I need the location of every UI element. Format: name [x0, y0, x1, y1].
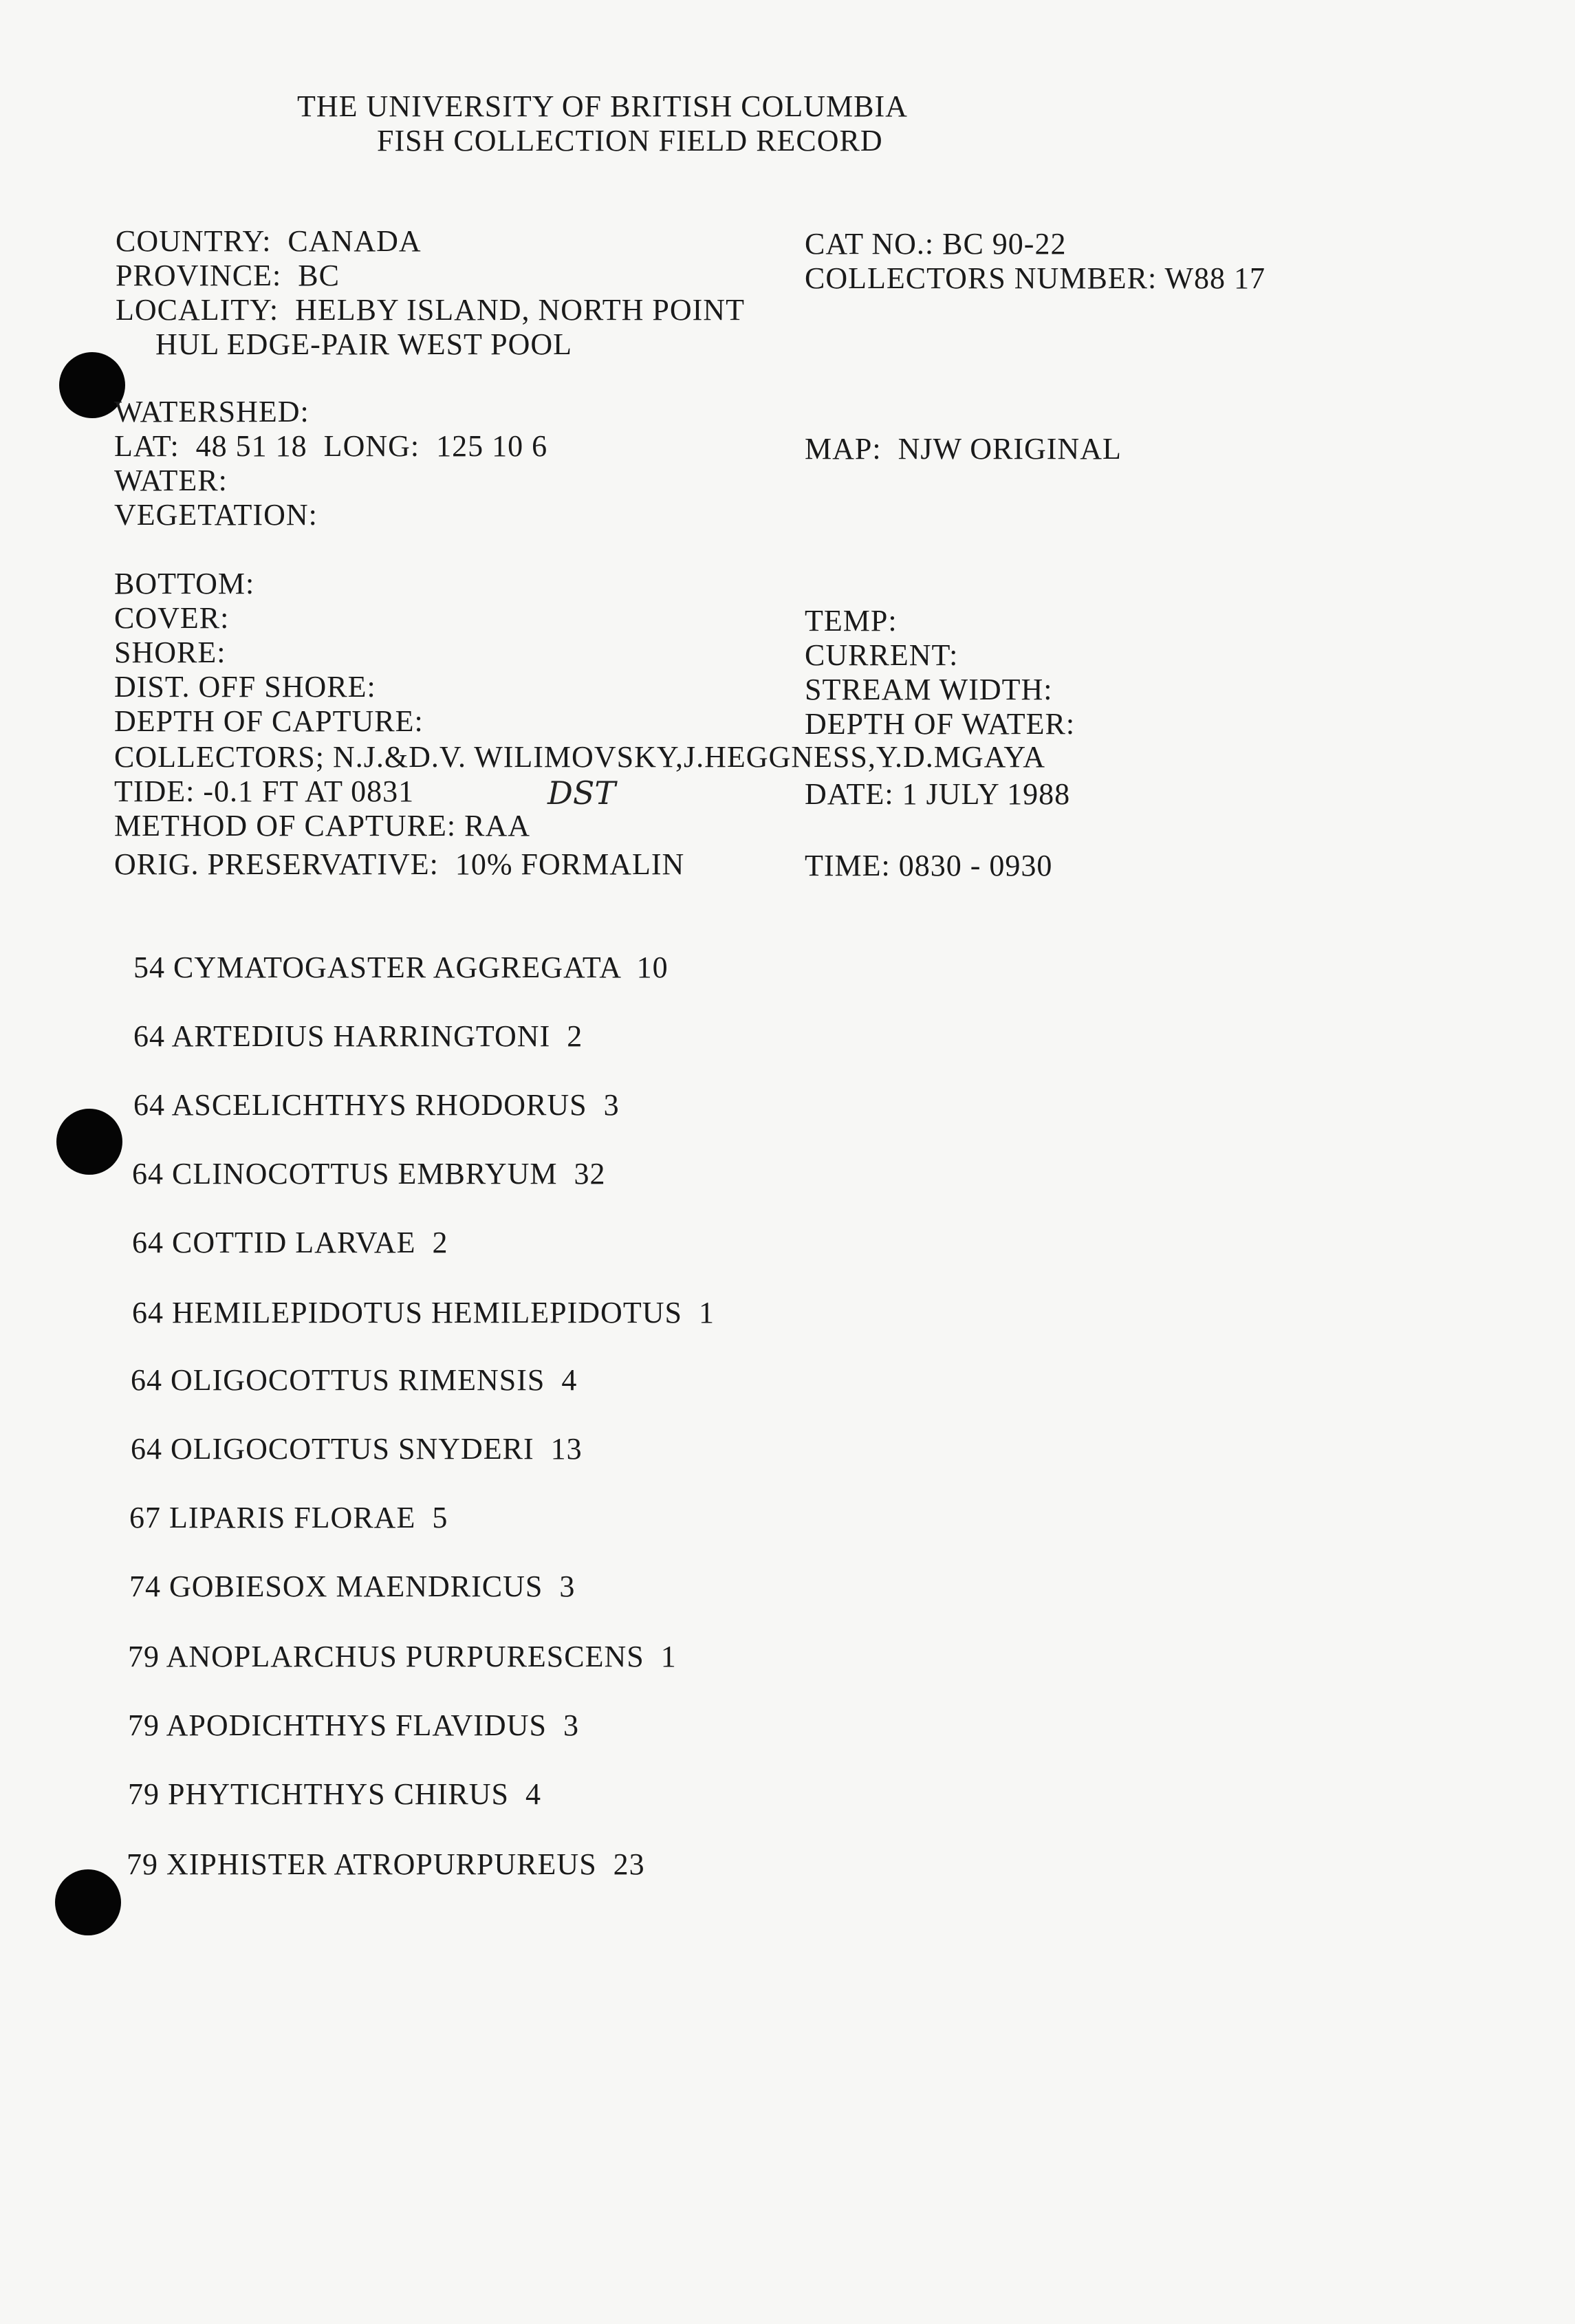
- collectors-field: COLLECTORS; N.J.&D.V. WILIMOVSKY,J.HEGGNESS,Y.D.MGAYA: [114, 740, 1046, 774]
- method-of-capture-field: METHOD OF CAPTURE: RAA: [114, 809, 531, 843]
- species-item: 64 ARTEDIUS HARRINGTONI 2: [133, 1019, 583, 1053]
- province-field: PROVINCE: BC: [116, 259, 340, 292]
- species-item: 79 APODICHTHYS FLAVIDUS 3: [128, 1708, 579, 1742]
- species-item: 74 GOBIESOX MAENDRICUS 3: [129, 1570, 576, 1603]
- locality-continued: HUL EDGE-PAIR WEST POOL: [155, 327, 573, 361]
- orig-preservative-field: ORIG. PRESERVATIVE: 10% FORMALIN: [114, 847, 685, 881]
- species-item: 79 ANOPLARCHUS PURPURESCENS 1: [128, 1640, 677, 1673]
- temp-field: TEMP:: [805, 604, 898, 638]
- species-item: 79 PHYTICHTHYS CHIRUS 4: [128, 1777, 541, 1811]
- species-item: 64 CLINOCOTTUS EMBRYUM 32: [132, 1157, 606, 1191]
- stream-width-field: STREAM WIDTH:: [805, 673, 1053, 706]
- species-item: 67 LIPARIS FLORAE 5: [129, 1501, 448, 1534]
- species-item: 64 OLIGOCOTTUS SNYDERI 13: [131, 1432, 583, 1466]
- punch-hole-middle: [56, 1109, 122, 1175]
- species-item: 79 XIPHISTER ATROPURPUREUS 23: [127, 1847, 645, 1881]
- species-item: 54 CYMATOGASTER AGGREGATA 10: [133, 951, 669, 984]
- punch-hole-bottom: [55, 1869, 121, 1935]
- locality-field: LOCALITY: HELBY ISLAND, NORTH POINT: [116, 293, 745, 327]
- watershed-field: WATERSHED:: [114, 395, 309, 428]
- country-field: COUNTRY: CANADA: [116, 224, 422, 258]
- species-item: 64 OLIGOCOTTUS RIMENSIS 4: [131, 1363, 578, 1397]
- time-field: TIME: 0830 - 0930: [805, 849, 1053, 882]
- dist-off-shore-field: DIST. OFF SHORE:: [114, 670, 376, 704]
- depth-of-water-field: DEPTH OF WATER:: [805, 707, 1076, 741]
- vegetation-field: VEGETATION:: [114, 498, 318, 532]
- water-field: WATER:: [114, 464, 228, 497]
- date-field: DATE: 1 JULY 1988: [805, 777, 1071, 811]
- lat-long-field: LAT: 48 51 18 LONG: 125 10 6: [114, 429, 548, 463]
- species-item: 64 ASCELICHTHYS RHODORUS 3: [133, 1088, 620, 1122]
- map-field: MAP: NJW ORIGINAL: [805, 432, 1122, 466]
- shore-field: SHORE:: [114, 636, 226, 669]
- species-item: 64 HEMILEPIDOTUS HEMILEPIDOTUS 1: [132, 1296, 715, 1329]
- current-field: CURRENT:: [805, 638, 959, 672]
- cover-field: COVER:: [114, 601, 230, 635]
- species-item: 64 COTTID LARVAE 2: [132, 1226, 448, 1259]
- header-title: THE UNIVERSITY OF BRITISH COLUMBIA: [297, 89, 908, 123]
- depth-of-capture-field: DEPTH OF CAPTURE:: [114, 704, 424, 738]
- header-subtitle: FISH COLLECTION FIELD RECORD: [377, 124, 883, 158]
- tide-handwritten-note: DST: [547, 774, 616, 812]
- collectors-number-field: COLLECTORS NUMBER: W88 17: [805, 261, 1266, 295]
- cat-no-field: CAT NO.: BC 90-22: [805, 227, 1067, 261]
- bottom-field: BOTTOM:: [114, 567, 255, 600]
- tide-field: TIDE: -0.1 FT AT 0831: [114, 774, 415, 808]
